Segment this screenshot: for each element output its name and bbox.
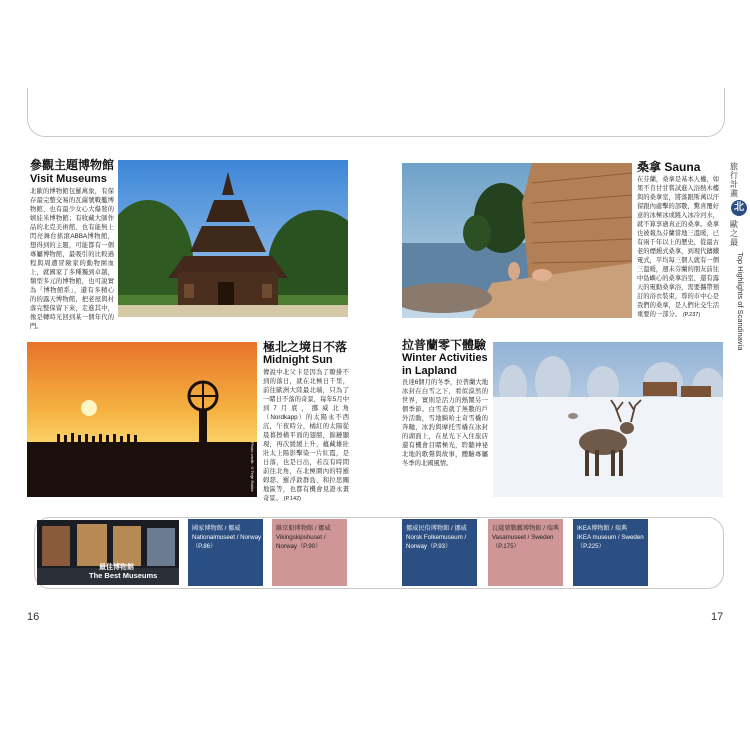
museum-card-line: Nationalmuseet / Norway (192, 534, 262, 541)
midnight-sun-text: 傳說中北父卡是因為了瞭掛不到的落日，就在北極日千里，前往歐洲大陸最北端，只為了一睹日不落的奇景，每年5月中到7月底，挪威北角（Nordkapp）的太陽永不西沉，午夜時分，橘紅的太陽從晨暮擦橫平面的翅膀，錦鏈顯現，再次緩緩上升，蘊藏雄壯壯太上陽影擊染一片紅霞，是日落，也是日出，若沒有時間前往北角，在北極圈內的特羅姆瑟、羅浮敦群島、和拉思關地區等，也都有機會見證永畫奇景。 (263, 369, 349, 502)
museum-card-line: Norway（P.90） (276, 543, 322, 550)
museum-card-norsk-folkemuseum[interactable] (402, 519, 477, 586)
museum-card-nationalmuseet[interactable] (188, 519, 263, 586)
museums-body: 北歐的博物館包羅萬象，有保存最完整交易的瓦薩號戰艦博物館、也有最少女心大爆發的嬉娃米博物館；有收藏大師作品的北克美術館、也有能無上閃亮舞台搖滾ABBA博物館，想得到的主題，可能都有一個專屬博物館，最吸引的比較過程與周遭冒險家的動物園血上，就國家了多種獨到卓越，類型多元的博物館，也可說實為「博物館系」，還有多精心的的露天博物館，把老屋與村落完整保留下來，走進其中，像是轉時光回到某一個年代的門。 (30, 188, 114, 330)
sidebar-badge: 北 (731, 200, 747, 216)
reindeer-photo (493, 342, 723, 497)
museum-card-line: 瓦薩號戰艦博物館 / 瑞典 (492, 525, 560, 532)
sauna-body (637, 175, 719, 320)
best-museums-en: The Best Museums (89, 571, 158, 580)
sidebar-sub-en: Top Highlights of Scandinavia (736, 252, 745, 351)
sauna-title-zh: 桑拿 (637, 160, 662, 174)
sidebar-sub-zh: 歐之最 (730, 220, 738, 247)
museums-title-zh: 參觀主題博物館 (30, 158, 115, 172)
page-frame (27, 88, 725, 137)
sauna-text: 在芬蘭，桑拿是基本人權，如果不肯甘甘嘗試進入浴熱木樓與的桑拿室，將落跟斯萬以汗留跟內處擊的部數，驚喜覆好意的冰極冰或跳入冰冷河水，就不算享過真正的桑拿。桑拿也被報為芬蘭當地三溫暖，已有兩千年以上的歷史，從最古老的煙燻式桑拿，到現代鑄鐵電式，平均每三個人就有一個三溫暖，週末芬蘭的朋友前往中島嶼心的桑拿浴室，還有露天的電動桑拿浴，需要攜帶預訂的浴衣裝束，尊的市中心是我們的桑拿，是人們社交生活重要的一部分。 (637, 176, 719, 318)
best-museums-zh: 最佳博物館 (99, 564, 134, 571)
museum-card-vikingskipshuset[interactable] (272, 519, 347, 586)
museum-card-line: IKEA museum / Sweden (577, 534, 644, 541)
museum-card-line: Vikingskipshuset / (276, 534, 326, 541)
stave-church-photo (118, 160, 348, 317)
sidebar-section-label: 旅行計畫 (730, 162, 738, 198)
museum-card-line: 維京船博物館 / 挪威 (276, 525, 331, 532)
museum-card-line: 國家博物館 / 挪威 (192, 525, 241, 532)
midnight-sun-title-zh: 極北之境日不落 (263, 340, 348, 354)
museum-card-line: （P.86） (192, 543, 217, 550)
museum-card-line: Norsk Folkemuseum / (406, 534, 467, 541)
photo-credit: Photo credit: ©Terje Rakke (250, 442, 255, 492)
midnight-sun-title-en: Midnight Sun (263, 354, 333, 366)
sauna-title-en: Sauna (664, 160, 701, 174)
page-number-left: 16 (27, 611, 40, 623)
midnight-sun-ref: (P.142) (283, 496, 301, 502)
museums-title-en: Visit Museums (30, 173, 107, 185)
museum-card-line: IKEA博物館 / 瑞典 (577, 525, 628, 532)
sauna-photo (402, 163, 632, 318)
lapland-body: 長達6個月的冬季，拉普蘭大地冰封在白雪之下，看似漠然的世界，實則是活力的熱鬧另一個季節。白雪造就了無數的戶外活動，雪地騎哈士奇雪橇的奔馳、冰釣與摩托雪橇在冰封的湖面上，在星光下入住旅店還有機會目睹極光，聆聽神祕北地的歌聲與故事，體驗專屬冬季的北國風情。 (402, 379, 488, 467)
sauna-title (637, 160, 700, 174)
museum-card-ikea-museum[interactable] (573, 519, 648, 586)
museum-card-line: Vasamuseet / Sweden (492, 534, 554, 541)
museum-card-line: 挪威民俗博物館 / 挪威 (406, 525, 467, 532)
lapland-title-zh: 拉普蘭零下體驗 (402, 338, 487, 352)
museum-card-line: （P.225） (577, 543, 605, 550)
best-museums-photo (37, 520, 179, 585)
museum-card-line: （P.175） (492, 543, 520, 550)
museum-card-vasamuseet[interactable] (488, 519, 563, 586)
midnight-sun-body (263, 368, 349, 504)
sauna-ref: (P.237) (682, 312, 701, 318)
page-number-right: 17 (711, 611, 724, 623)
lapland-title-en: Winter Activities in Lapland (402, 352, 488, 377)
museum-card-line: Norway（P.93） (406, 543, 452, 550)
midnight-sun-photo (27, 342, 257, 497)
